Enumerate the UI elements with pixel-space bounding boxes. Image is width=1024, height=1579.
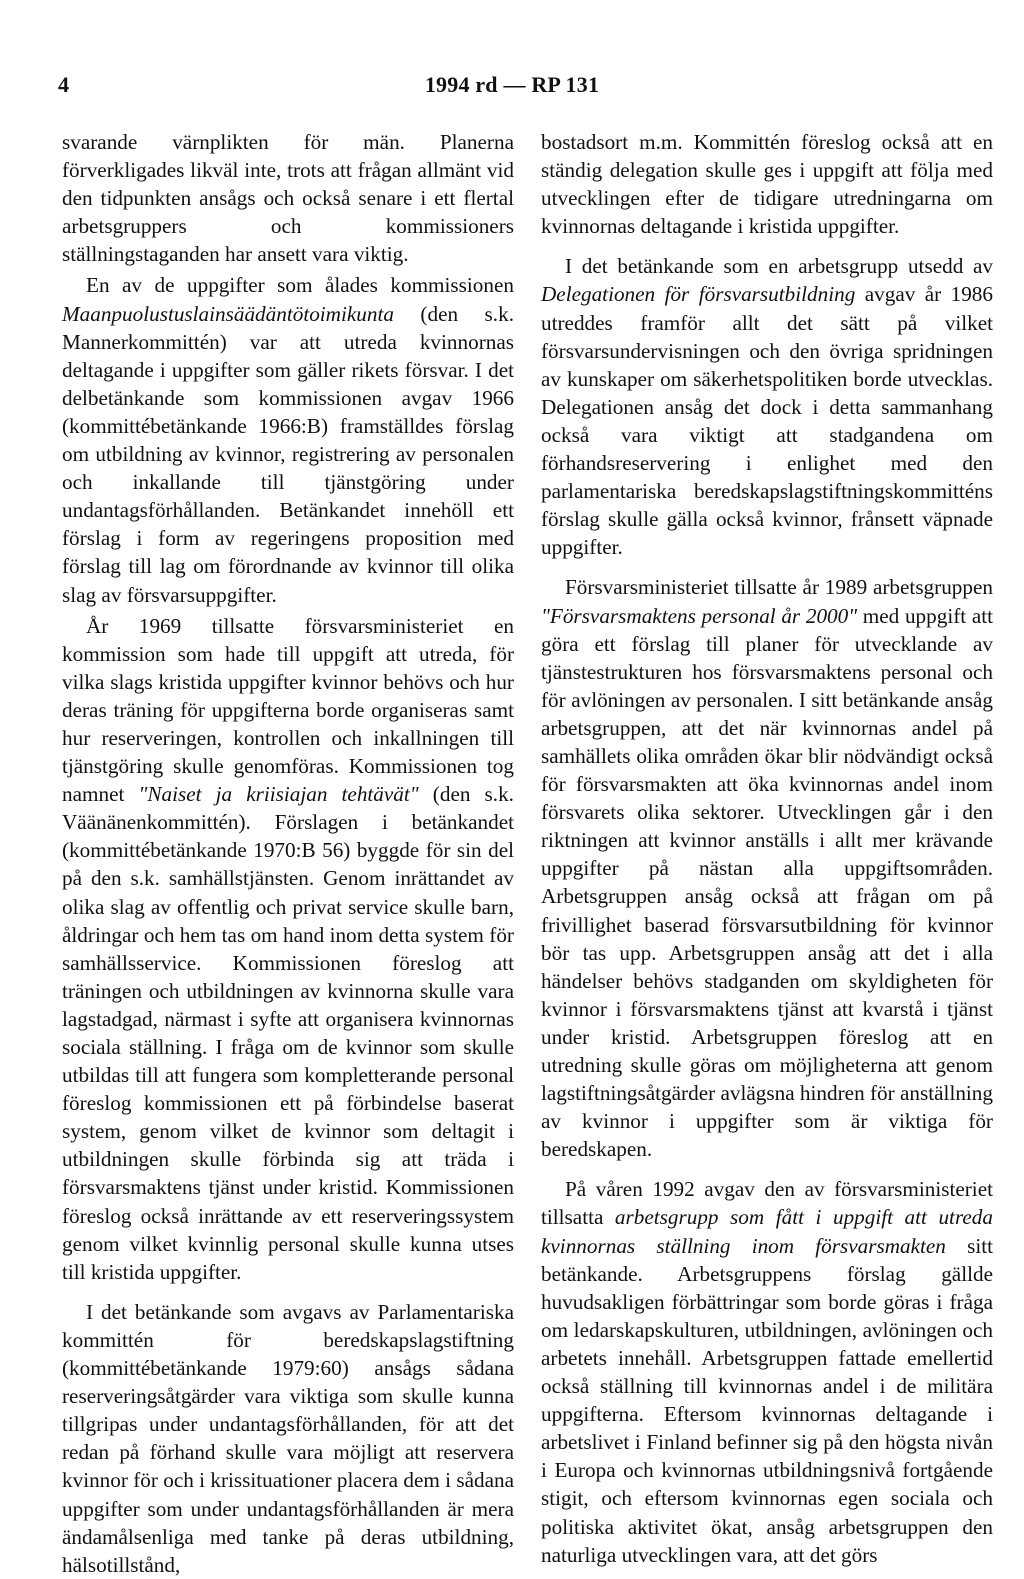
right-paragraph-1 (541, 128, 993, 240)
left-paragraph-2 (62, 271, 514, 608)
left-p4-text: I det betänkande som avgavs av Parlamentariska kommittén för beredskapslagstiftning (kommittébetänkande 1979:60) ansågs sådana reserveringsåtgärder vara viktiga som skulle kunna tillgripas under undantagsförhållanden, för att det redan på förhand skulle vara möjligt att reservera kvinnor för och i krissituationer placera dem i sådana uppgifter som under undantagsförhållanden är mera ändamålsenliga med tanke på deras utbildning, hälsotillstånd, (62, 1299, 514, 1577)
right-paragraph-4 (541, 1175, 993, 1568)
running-title: 1994 rd — RP 131 (424, 72, 600, 97)
right-paragraph-2 (541, 252, 993, 561)
left-paragraph-3 (62, 612, 514, 1286)
right-p4-text-b: sitt betänkande. Arbetsgruppens förslag gällde huvudsakligen förbättringar som borde göras i fråga om ledarskapskulturen, utbildningen, avlöningen och arbetets innehåll. Arbetsgruppen fattade emellertid också ställning till kvinnornas andel i de militära uppgifterna. Eftersom kvinnornas deltagande i arbetslivet i Finland befinner sig på den högsta nivån i Europa och kvinnornas utbildningsnivå fortgående stigit, och eftersom kvinnornas egen sociala och politiska aktivitet ökat, ansåg arbetsgruppen den naturliga utvecklingen vara, att det görs (541, 1233, 993, 1567)
page-header (0, 72, 1024, 102)
left-p2-text-b: (den s.k. Mannerkommittén) var att utreda kvinnornas deltagande i uppgifter som gäller rikets försvar. I det delbetänkande som kommissionen avgav 1966 (kommittébetänkande 1966:B) framställdes förslag om utbildning av kvinnor, registrering av personalen och inkallande till tjänstgöring under undantagsförhållanden. Betänkandet innehöll ett förslag i form av regeringens proposition med förslag till lag om förordnande av kvinnor till olika slag av försvarsuppgifter. (62, 301, 514, 607)
page-number: 4 (58, 72, 69, 97)
right-paragraph-3 (541, 573, 993, 1163)
left-p3-text-a: År 1969 tillsatte försvarsministeriet en kommission som hade till uppgift att utreda, för vilka slags kristida uppgifter kvinnor behövs och hur deras träning för uppgifterna borde organiseras samt hur reserveringen, kontrollen och inkallningen till tjänstgöring skulle genomföras. Kommissionen tog namnet (62, 613, 514, 807)
right-p3-text-b: med uppgift att göra ett förslag till planer för utvecklande av tjänstestrukturen hos försvarsmaktens personal och för avlöningen av personalen. I sitt betänkande ansåg arbetsgruppen, att det när kvinnornas andel på samhällets olika områden ökar blir nödvändigt också för försvarsmakten att öka kvinnornas andel inom försvarets olika sektorer. Utvecklingen går i den riktningen att kvinnor anställs i allt mer krävande uppgifter på nästan alla uppgiftsområden. Arbetsgruppen ansåg också att frågan om på frivillighet baserad försvarsutbildning för kvinnor bör tas upp. Arbetsgruppen ansåg att det i alla händelser behövs stadganden om skyldigheten för kvinnor i försvarsmaktens tjänst att kvarstå i tjänst under kristid. Arbetsgruppen föreslog att en utredning skulle göras om möjligheterna att genom lagstiftningsåtgärder avlägsna hindren för anställning av kvinnor i uppgifter som är viktiga för beredskapen. (541, 603, 993, 1162)
right-p2-text-a: I det betänkande som en arbetsgrupp utsedd av (565, 254, 993, 279)
right-p4-italic-workgroup-name: arbetsgrupp som fått i uppgift att utreda kvinnornas ställning inom försvarsmakten (541, 1205, 993, 1258)
left-column (62, 128, 514, 1579)
right-p1-text: bostadsort m.m. Kommittén föreslog också att en ständig delegation skulle ges i uppgift att följa med utvecklingen efter de tidigare utredningarna om kvinnornas deltagande i kristida uppgifter. (541, 130, 993, 239)
left-p2-text-a: En av de uppgifter som ålades kommissionen (86, 273, 514, 298)
left-p2-italic-commission-name: Maanpuolustuslainsäädäntötoimikunta (62, 301, 394, 326)
right-p2-text-b: avgav år 1986 utreddes framför allt det sätt på vilket försvarsundervisningen och den övriga spridningen av kunskaper om säkerhetspolitiken borde utvecklas. Delegationen ansåg det dock i detta sammanhang också vara viktigt att stadgandena om förhandsreservering i enlighet med den parlamentariska beredskapslagstiftningskommitténs förslag skulle gälla också kvinnor, frånsett väpnade uppgifter. (541, 282, 993, 560)
right-p3-text-a: Försvarsministeriet tillsatte år 1989 arbetsgruppen (565, 575, 993, 600)
right-p2-italic-delegation-name: Delegationen för försvarsutbildning (541, 282, 856, 307)
right-column (541, 128, 993, 1569)
left-paragraph-1 (62, 128, 514, 268)
left-p1-text: svarande värnplikten för män. Planerna förverkligades likväl inte, trots att frågan allmänt vid den tidpunkten ansågs och också senare i ett flertal arbetsgruppers och kommissioners ställningstaganden har ansett vara viktig. (62, 130, 514, 267)
left-p3-text-b: (den s.k. Väänänenkommittén). Förslagen i betänkandet (kommittébetänkande 1970:B 56) byggde för sin del på den s.k. samhällstjänsten. Genom inrättandet av olika slag av offentlig och privat service skulle barn, åldringar och hem tas om hand inom detta system för samhällsservice. Kommissionen föreslog att träningen och utbildningen av kvinnorna skulle vara lagstadgad, närmast i syfte att organisera kvinnornas sociala ställning. I fråga om de kvinnor som skulle utbildas till att fungera som kompletterande personal föreslog kommissionen ett på förbindelse baserat system, genom vilket de kvinnor som deltagit i utbildningen skulle förbinda sig att träda i försvarsmaktens tjänst under kristid. Kommissionen föreslog också inrättande av ett reserveringssystem genom vilket kvinnlig personal skulle kunna utses till kristida uppgifter. (62, 782, 514, 1284)
left-paragraph-4 (62, 1298, 514, 1579)
right-p3-italic-workgroup-name: "Försvarsmaktens personal år 2000" (541, 603, 858, 628)
left-p3-italic-commission-name: "Naiset ja kriisiajan tehtävät" (138, 782, 419, 807)
right-p4-text-a: På våren 1992 avgav den av försvarsministeriet tillsatta (541, 1177, 993, 1230)
